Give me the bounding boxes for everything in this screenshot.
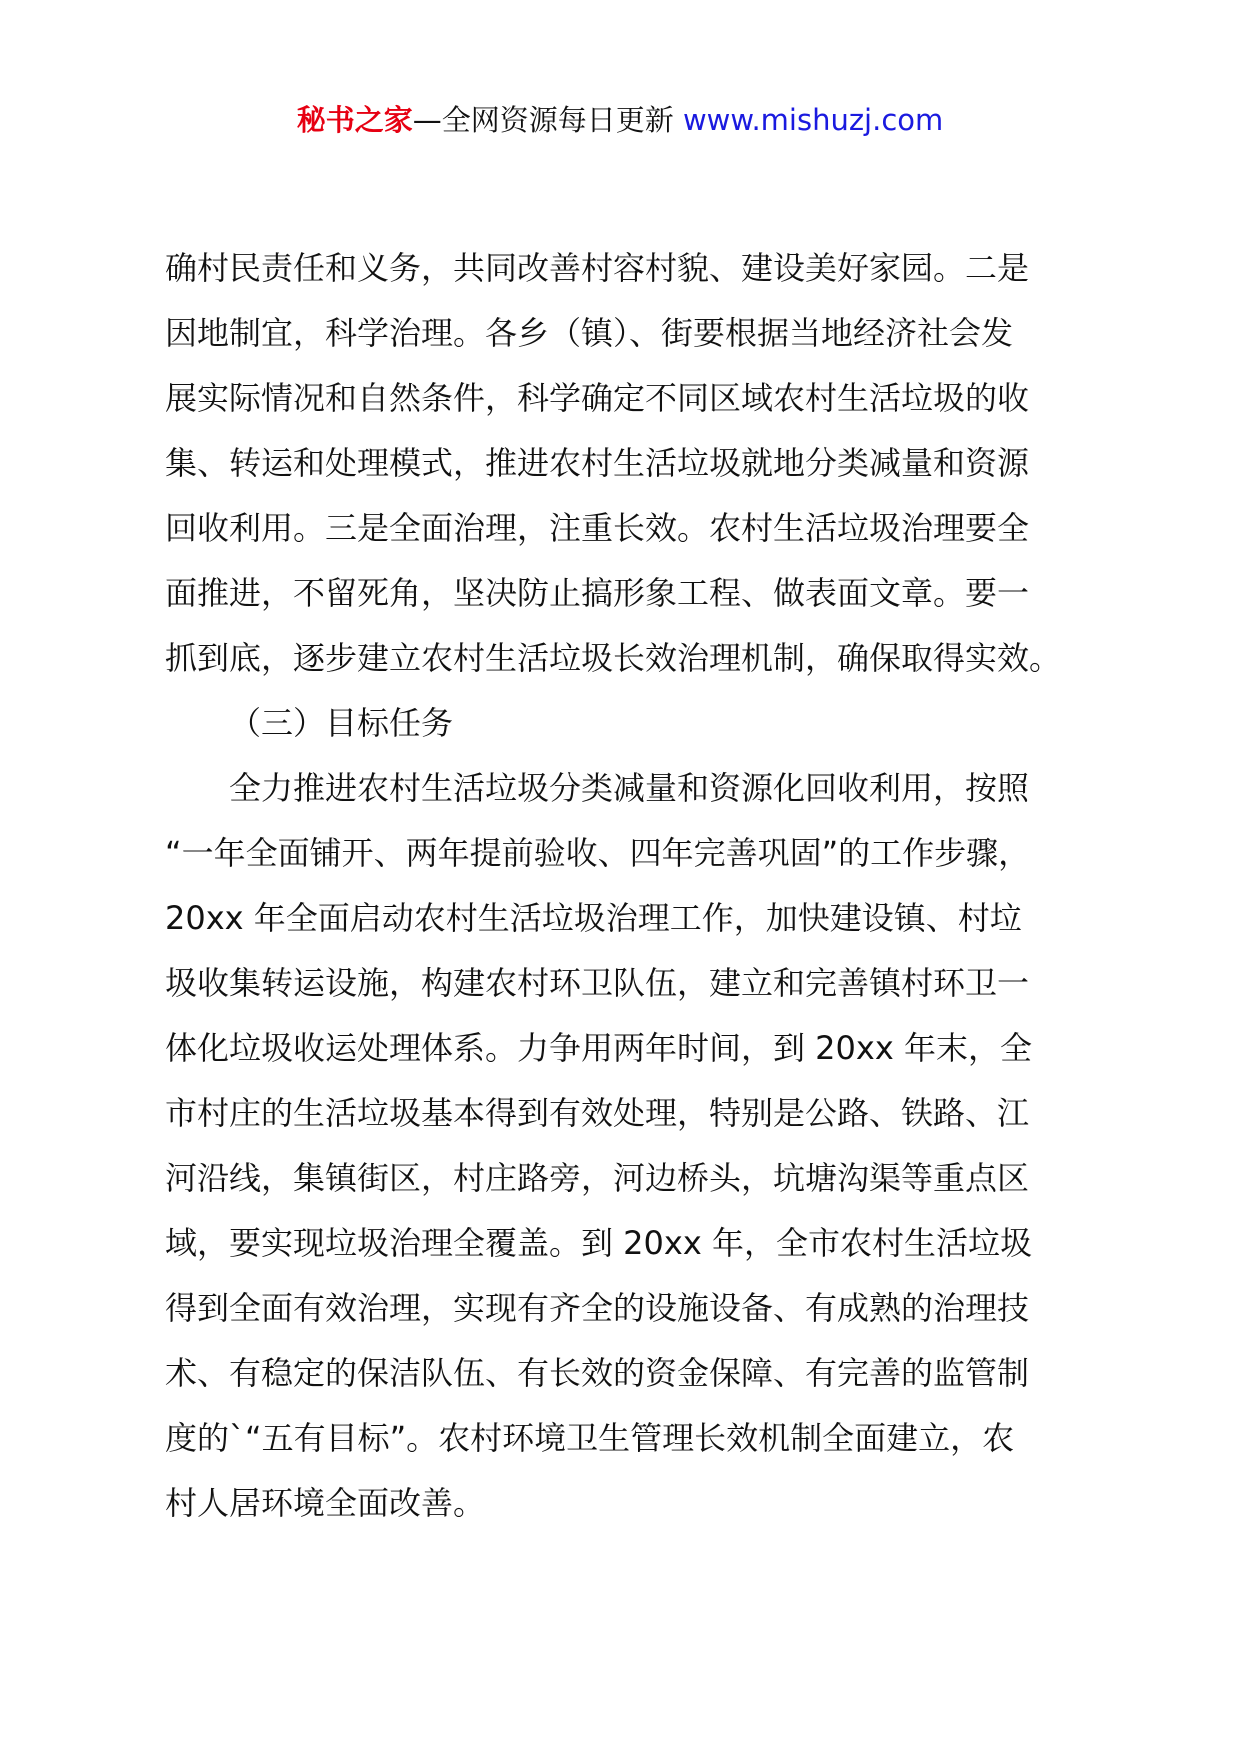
body-text-line: 村人居环境全面改善。 — [165, 1484, 486, 1522]
body-text-line: 得到全面有效治理，实现有齐全的设施设备、有成熟的治理技 — [165, 1289, 1030, 1327]
body-text-line: 域，要实现垃圾治理全覆盖。到 20xx 年，全市农村生活垃圾 — [165, 1224, 1032, 1262]
body-text-line: 确村民责任和义务，共同改善村容村貌、建设美好家园。二是 — [165, 249, 1030, 287]
body-text-line: 面推进，不留死角，坚决防止搞形象工程、做表面文章。要一 — [165, 574, 1030, 612]
page-header — [0, 100, 1240, 140]
body-text-line: “一年全面铺开、两年提前验收、四年完善巩固”的工作步骤， — [165, 834, 1031, 872]
body-text-line: 术、有稳定的保洁队伍、有长效的资金保障、有完善的监管制 — [165, 1354, 1030, 1392]
body-text-line: 抓到底，逐步建立农村生活垃圾长效治理机制，确保取得实效。 — [165, 639, 1062, 677]
header-slogan: —全网资源每日更新 — [412, 103, 674, 137]
body-text-line: 集、转运和处理模式，推进农村生活垃圾就地分类减量和资源 — [165, 444, 1030, 482]
body-text-line: 圾收集转运设施，构建农村环卫队伍，建立和完善镇村环卫一 — [165, 964, 1030, 1002]
document-body — [165, 236, 1095, 1536]
body-text-line: 市村庄的生活垃圾基本得到有效处理，特别是公路、铁路、江 — [165, 1094, 1030, 1132]
body-text-line: 体化垃圾收运处理体系。力争用两年时间，到 20xx 年末，全 — [165, 1029, 1032, 1067]
header-url-link[interactable]: www.mishuzj.com — [682, 103, 944, 137]
section-heading: （三）目标任务 — [229, 704, 454, 742]
brand-name: 秘书之家 — [296, 103, 413, 137]
paragraph-first-line: 全力推进农村生活垃圾分类减量和资源化回收利用，按照 — [229, 769, 1030, 807]
body-text-line: 回收利用。三是全面治理，注重长效。农村生活垃圾治理要全 — [165, 509, 1030, 547]
body-text-line: 因地制宜，科学治理。各乡（镇）、街要根据当地经济社会发 — [165, 314, 1014, 352]
body-text-line: 20xx 年全面启动农村生活垃圾治理工作，加快建设镇、村垃 — [165, 899, 1022, 937]
body-text-line: 度的`“五有目标”。农村环境卫生管理长效机制全面建立，农 — [165, 1419, 1015, 1457]
body-text-line: 河沿线，集镇街区，村庄路旁，河边桥头，坑塘沟渠等重点区 — [165, 1159, 1030, 1197]
body-text-line: 展实际情况和自然条件，科学确定不同区域农村生活垃圾的收 — [165, 379, 1030, 417]
